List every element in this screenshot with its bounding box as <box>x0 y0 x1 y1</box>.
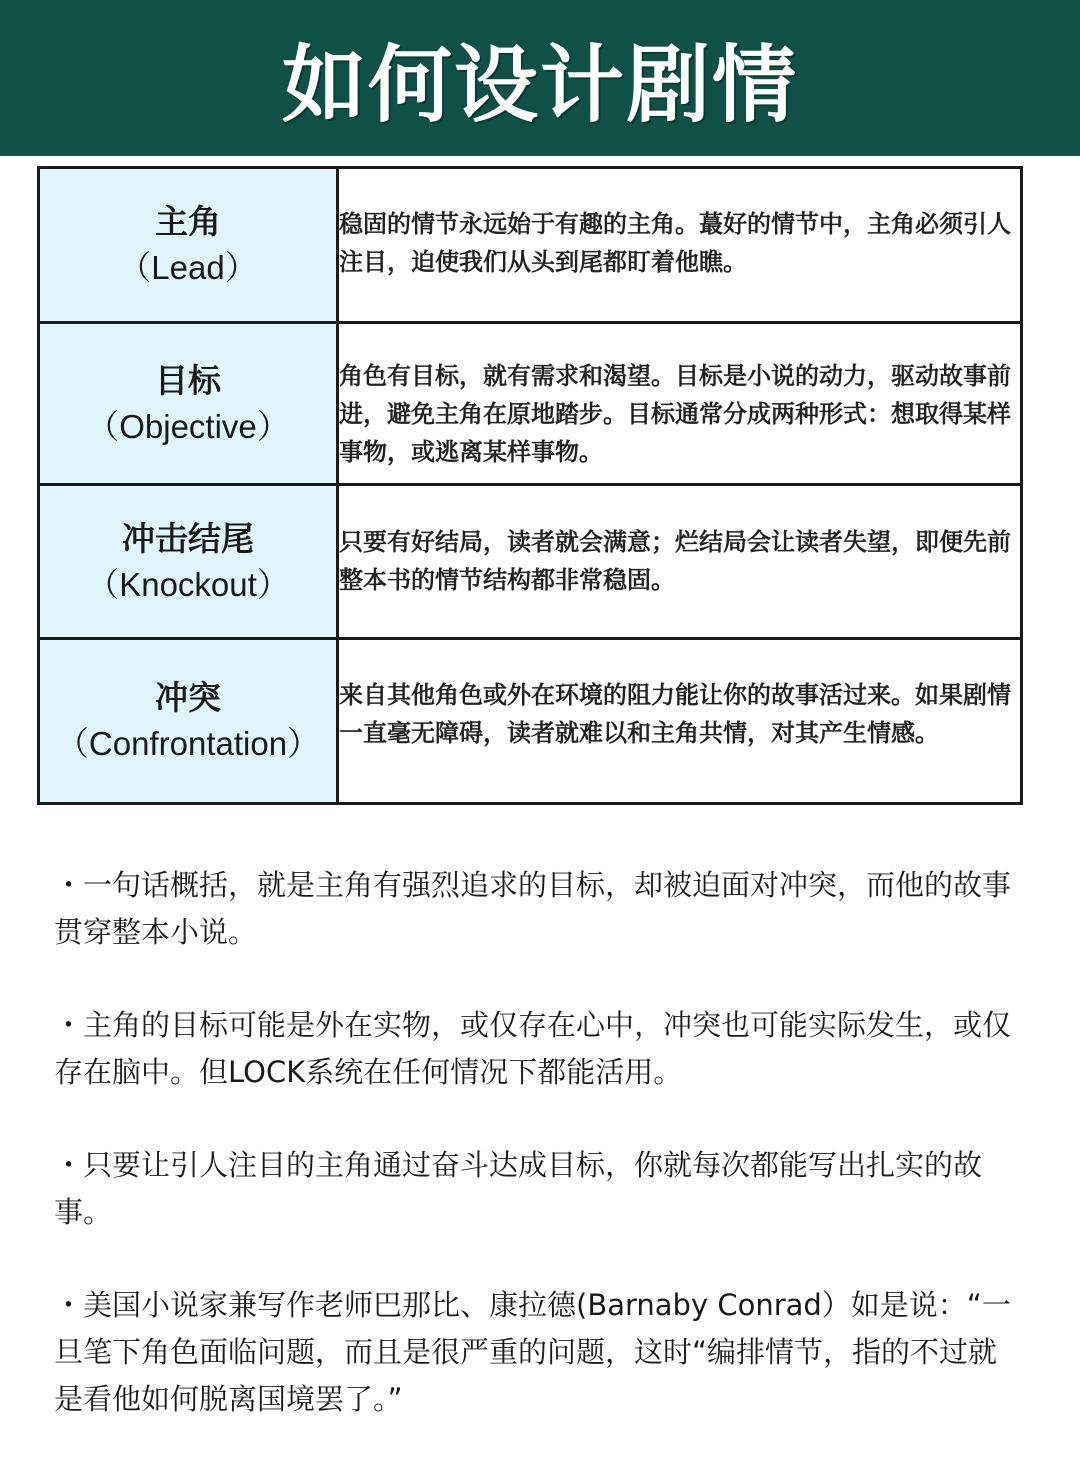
term-cell <box>39 323 338 485</box>
page-title: 如何设计剧情 <box>281 35 798 134</box>
term-chinese: 冲突 <box>155 678 221 717</box>
term-chinese: 主角 <box>155 202 221 241</box>
term-english: （Knockout） <box>86 565 290 603</box>
note-paragraph: ・美国小说家兼写作老师巴那比、康拉德(Barnaby Conrad）如是说：“一旦笔下角色面临问题，而且是很严重的问题，这时“编排情节，指的不过就是看他如何脱离国境罢了。” <box>54 1288 1011 1416</box>
term-chinese: 目标 <box>155 360 221 400</box>
term-cell <box>39 168 338 323</box>
description-cell: 只要有好结局，读者就会满意；烂结局会让读者失望，即便先前整本书的情节结构都非常稳固。 <box>338 485 1022 639</box>
lock-table <box>37 166 1023 805</box>
table-row <box>39 168 1022 323</box>
note-paragraph: ・只要让引人注目的主角通过奋斗达成目标，你就每次都能写出扎实的故事。 <box>54 1148 983 1229</box>
term-english: （Lead） <box>118 249 258 286</box>
term-cell <box>39 639 338 804</box>
term-cell <box>39 485 338 639</box>
term-english: （Objective） <box>86 407 290 445</box>
header-banner <box>0 0 1080 156</box>
table-row <box>39 485 1022 639</box>
term-english: （Confrontation） <box>55 725 321 762</box>
term-chinese: 冲击结尾 <box>122 518 254 558</box>
note-paragraph: ・主角的目标可能是外在实物，或仅存在心中，冲突也可能实际发生，或仅存在脑中。但LOCK系统在任何情况下都能活用。 <box>54 1008 1012 1089</box>
notes-section <box>54 862 1014 1469</box>
description-cell: 角色有目标，就有需求和渴望。目标是小说的动力，驱动故事前进，避免主角在原地踏步。目标通常分成两种形式：想取得某样事物，或逃离某样事物。 <box>338 323 1022 485</box>
description-cell: 来自其他角色或外在环境的阻力能让你的故事活过来。如果剧情一直毫无障碍，读者就难以和主角共情，对其产生情感。 <box>338 639 1022 804</box>
note-paragraph: ・一句话概括，就是主角有强烈追求的目标，却被迫面对冲突，而他的故事贯穿整本小说。 <box>54 868 1012 949</box>
table-row <box>39 323 1022 485</box>
description-cell: 稳固的情节永远始于有趣的主角。蕞好的情节中，主角必须引人注目，迫使我们从头到尾都盯着他瞧。 <box>338 168 1022 323</box>
table-row <box>39 639 1022 804</box>
